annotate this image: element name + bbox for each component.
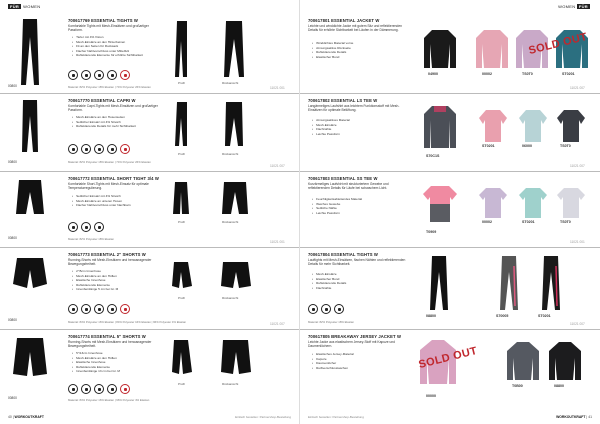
product-image-short-tight xyxy=(13,180,47,220)
product-description: Lauftights mit Mesh-Einsätzen, flachen Nähten und reflektierenden Details für mehr Sichtbarkeit. xyxy=(308,258,406,267)
product-title: 700617803 ESSENTIAL SS TEE W xyxy=(308,176,378,181)
feature-item: • Innenbeinlänge 13 cm bei Gr. M xyxy=(72,369,164,374)
feature-item: • Reflektierende Elemente xyxy=(72,365,164,370)
stretch-icon xyxy=(81,222,91,232)
footer-note: Einfach bestellen: Partnershop-Bestellung xyxy=(308,415,364,419)
feature-list xyxy=(72,194,164,208)
product-image-5in-shorts xyxy=(12,338,48,382)
feature-icons xyxy=(68,144,130,154)
feature-item: • 2"/5cm Innenhose xyxy=(72,269,164,274)
feature-item: • 5"/13cm Innenhose xyxy=(72,351,164,356)
product-image-capri xyxy=(15,100,45,160)
product-capri xyxy=(0,94,300,172)
product-breakaway-jacket xyxy=(300,330,600,410)
header-tag: FÜR xyxy=(578,4,588,9)
feature-list xyxy=(312,197,404,215)
feature-item: • Leichte Passform xyxy=(312,211,404,216)
mesh-icon xyxy=(94,70,104,80)
sold-out-stamp: SOLD OUT xyxy=(417,344,479,372)
variant-code: 08800 xyxy=(554,384,564,388)
feature-item: • Mesh-Einsätze an den Hosenseiten xyxy=(72,115,164,120)
variant-code: T0909 xyxy=(426,230,437,234)
size-icon xyxy=(120,144,130,154)
footer-brand: WORKOUTKRAFT xyxy=(556,415,586,419)
feature-list xyxy=(72,35,164,58)
profile-view-image xyxy=(170,262,194,294)
variant-code: TS0T0 xyxy=(560,220,571,224)
feature-item: • Kapuze xyxy=(312,357,404,362)
view-label-profile: Profil xyxy=(178,296,185,300)
feature-icons xyxy=(68,384,130,394)
variant-code: T0B00 xyxy=(512,384,523,388)
stretch-icon xyxy=(81,384,91,394)
product-tights xyxy=(0,14,300,94)
product-image-lstee-mint xyxy=(518,110,548,142)
product-title: 700617770 ESSENTIAL CAPRI W xyxy=(68,98,136,103)
feature-item: • Mesh-Einsätze an den Hüften xyxy=(72,274,164,279)
left-footer: 40 | WORKOUTKRAFT xyxy=(8,415,44,419)
feature-item: • Reißverschlusstaschen xyxy=(312,366,404,371)
feature-item: • Flacher Nahtverschluss unter Mittelfuß xyxy=(72,49,164,54)
variant-code: S70C1S xyxy=(426,154,440,158)
flatlock-icon xyxy=(107,304,117,314)
feature-list xyxy=(72,115,164,129)
variant-code: ST0201 xyxy=(562,72,575,76)
feature-icons xyxy=(68,70,130,80)
feature-item: • Seitlicher Einsatz mit 4% Stretch xyxy=(72,194,164,199)
page-number: 41 xyxy=(588,415,592,419)
feature-item: • Mesh-Einsätze an unteren Hosen xyxy=(72,199,164,204)
right-footer: WORKOUTKRAFT | 41 xyxy=(556,415,592,419)
footer-note: Einfach bestellen: Partnershop-Bestellung xyxy=(235,415,291,419)
product-image-sstee-lilac xyxy=(478,188,508,218)
view-label-back: Rückansicht xyxy=(222,81,239,85)
stretch-icon xyxy=(321,304,331,314)
footer-brand: WORKOUTKRAFT xyxy=(14,415,44,419)
product-image-breakaway-grey xyxy=(506,342,540,382)
product-image-tights xyxy=(15,19,45,89)
product-ref: 11021 001 xyxy=(570,240,585,244)
variant-code: 06000 xyxy=(522,144,532,148)
feature-icons xyxy=(308,304,344,314)
feature-list xyxy=(312,352,404,370)
variant-code: 00002 xyxy=(482,220,492,224)
product-image-sstee-mint xyxy=(518,188,548,218)
view-label-profile: Profil xyxy=(178,220,185,224)
product-image-lstee-pink xyxy=(478,110,508,142)
page-number: 40 xyxy=(8,415,12,419)
profile-view-image xyxy=(170,182,192,218)
feature-item: • Elastischer Bund xyxy=(312,277,404,282)
product-code: 00800 xyxy=(8,396,17,400)
reflective-icon xyxy=(68,144,78,154)
feature-item: • Winddichtes Material vorne xyxy=(312,41,404,46)
product-ref: 11021 007 xyxy=(570,86,585,90)
variant-code: ST0201 xyxy=(538,314,551,318)
mesh-icon xyxy=(94,304,104,314)
feature-item: • Mesh-Einsätze xyxy=(312,123,404,128)
flatlock-icon xyxy=(107,384,117,394)
header-label: WOMEN xyxy=(558,4,576,9)
mesh-icon xyxy=(94,384,104,394)
variant-code: ST0201 xyxy=(482,144,495,148)
product-code: 00800 xyxy=(8,236,17,240)
product-description: Langärmeliges Laufshirt aus leichtem Funktionsstoff mit Mesh-Einsätzen für optimale Belüftung. xyxy=(308,104,400,113)
feature-item: • Atmungsaktives Material xyxy=(312,118,404,123)
feature-list xyxy=(72,351,164,374)
product-description: Komfortable Capri-Tights mit Mesh-Einsätzen und großartiger Passform. xyxy=(68,104,158,113)
feature-item: • Reflektierende Elemente für erhöhte Sichtbarkeit xyxy=(72,53,164,58)
product-description: Running-Shorts mit Mesh-Einsätzen und herausragender Bewegungsfreiheit. xyxy=(68,340,152,349)
reflective-icon xyxy=(308,304,318,314)
view-label-profile: Profil xyxy=(178,152,185,156)
feature-list xyxy=(312,118,404,136)
product-image-jacket-pink xyxy=(475,30,509,70)
product-5in-shorts xyxy=(0,330,300,410)
feature-item: • Mesh-Einsätze an den Hinterbeinen xyxy=(72,40,164,45)
reflective-icon xyxy=(68,70,78,80)
view-label-back: Rückansicht xyxy=(222,382,239,386)
feature-item: • Elastische Innenhose xyxy=(72,278,164,283)
product-title: 700617802 ESSENTIAL LS TEE W xyxy=(308,98,378,103)
product-image-lstee-grey xyxy=(422,106,458,150)
feature-item: • Feuchtigkeitsableitendes Material xyxy=(312,197,404,202)
product-image-tights-black xyxy=(424,256,454,312)
product-description: Komfortable Short-Tights mit Mesh-Einsatz für optimale Temperaturregulierung. xyxy=(68,182,149,191)
header-tag: FÜR xyxy=(10,4,20,9)
view-label-profile: Profil xyxy=(178,81,185,85)
feature-item: • Seitliche Nähte xyxy=(312,206,404,211)
product-title: 700617805 BREAKAWAY JERSEY JACKET W xyxy=(308,334,402,339)
product-code: 00800 xyxy=(8,84,17,88)
back-view-image xyxy=(220,21,248,81)
feature-icons xyxy=(68,304,130,314)
back-view-image xyxy=(220,182,250,218)
variant-code: 00002 xyxy=(482,72,492,76)
feature-item: • Elastische Innenhose xyxy=(72,360,164,365)
product-image-2in-shorts xyxy=(12,258,48,294)
feature-item: • Leichte Passform xyxy=(312,132,404,137)
back-view-image xyxy=(220,340,252,380)
profile-view-image xyxy=(170,21,192,81)
back-view-image xyxy=(220,102,248,150)
feature-list xyxy=(312,272,404,290)
view-label-back: Rückansicht xyxy=(222,220,239,224)
feature-item: • Mesh-Einsätze xyxy=(312,272,404,277)
feature-item: • Innenbeinlänge 5 cm bei Gr. M xyxy=(72,287,164,292)
product-image-sstee-light xyxy=(556,188,586,218)
feature-item: • Atmungsaktive Rückseite xyxy=(312,46,404,51)
product-image-lstee-dark xyxy=(556,110,586,142)
variant-code: ST0201 xyxy=(522,220,535,224)
product-ref: 11021 001 xyxy=(270,240,285,244)
material-info: Material: 84% Polyester 16% Elastan | 96% Polyester 4% Elastan xyxy=(68,398,150,402)
feature-item: • Reflektierende Details xyxy=(312,50,404,55)
product-ls-tee xyxy=(300,94,600,172)
view-label-profile: Profil xyxy=(178,382,185,386)
feature-item: • Mesh-Einsätze an den Hüften xyxy=(72,356,164,361)
product-tights-right xyxy=(300,248,600,330)
product-title: 700617801 ESSENTIAL JACKET W xyxy=(308,18,380,23)
product-ref: 11021 007 xyxy=(570,322,585,326)
right-header xyxy=(558,4,592,9)
product-title: 700617804 ESSENTIAL TIGHTS W xyxy=(308,252,378,257)
stretch-icon xyxy=(81,304,91,314)
product-description: Leichte und winddichte Jacke mit gutem Sitz und reflektierenden Details für erhöhte Sichtbarkeit bei Läufen in der Dämmerung. xyxy=(308,24,403,33)
material-info: Material: 82% Polyester 18% Elastan | 74% Polyester 26% Elastan xyxy=(68,160,151,164)
product-description: Kurzärmeliges Laufshirt mit strukturiertem Gewebe und reflektierenden Details für Läufe bei schwachem Licht. xyxy=(308,182,389,191)
feature-item: • Tiefer mit 4% Vision xyxy=(72,35,164,40)
product-title: 700617772 ESSENTIAL SHORT TIGHT 3/4 W xyxy=(68,176,159,181)
reflective-icon xyxy=(68,222,78,232)
feature-item: • Flachnähte xyxy=(312,127,404,132)
feature-item: • Reflektierende Elemente xyxy=(72,283,164,288)
product-jacket xyxy=(300,14,600,94)
product-description: Komfortable Tights mit Mesh-Einsätzen und großartiger Passform. xyxy=(68,24,149,33)
feature-item: • Fit an den Seiten für Rucksack xyxy=(72,44,164,49)
view-label-back: Rückansicht xyxy=(222,296,239,300)
reflective-icon xyxy=(68,304,78,314)
feature-icons xyxy=(68,222,104,232)
product-code: 00800 xyxy=(8,318,17,322)
material-info: Material: 82% Polyester 18% Elastan xyxy=(68,237,115,241)
mesh-icon xyxy=(334,304,344,314)
feature-item: • Seitlicher Einsatz mit 4% Stretch xyxy=(72,120,164,125)
feature-item: • Elastischer Bund xyxy=(312,55,404,60)
flatlock-icon xyxy=(107,70,117,80)
feature-list xyxy=(312,41,404,59)
product-description: Leichte Jacke aus elastischem Jersey-Stoff mit Kapuze und Daumenlöchern. xyxy=(308,340,395,349)
product-ref: 11021 007 xyxy=(570,164,585,168)
header-label: WOMEN xyxy=(23,4,41,9)
feature-list xyxy=(72,269,164,292)
product-ref: 11021 001 xyxy=(270,86,285,90)
view-label-back: Rückansicht xyxy=(222,152,239,156)
stretch-icon xyxy=(81,144,91,154)
product-ref: 11021 007 xyxy=(270,164,285,168)
size-icon xyxy=(120,384,130,394)
back-view-image xyxy=(220,262,252,294)
product-image-breakaway-black xyxy=(548,342,582,382)
material-info: Material: 84% Polyester 16% Elastan | 84% Polyester 16% Elastan | 96% Polyester 4% Elastan xyxy=(68,320,187,324)
product-ss-tee xyxy=(300,172,600,248)
product-short-tight xyxy=(0,172,300,248)
left-header xyxy=(8,4,40,9)
feature-item: • Flachnähte xyxy=(312,286,404,291)
variant-code: TS0T0 xyxy=(560,144,571,148)
material-info: Material: 82% Polyester 18% Elastan | 74% Polyester 26% Elastan xyxy=(68,85,151,89)
variant-code: S70005 xyxy=(496,314,509,318)
feature-item: • Reflektierende Details xyxy=(312,281,404,286)
product-image-jacket-black xyxy=(422,30,458,70)
product-image-tights-grey-pink xyxy=(496,256,522,312)
sold-out-stamp: SOLD OUT xyxy=(527,30,589,58)
variant-code: 08800 xyxy=(426,314,436,318)
mesh-icon xyxy=(94,144,104,154)
product-title: 700617774 ESSENTIAL 5" SHORTS W xyxy=(68,334,146,339)
feature-item: • Reflektierende Details für mehr Sichtbarkeit xyxy=(72,124,164,129)
product-ref: 11021 007 xyxy=(270,322,285,326)
product-2in-shorts xyxy=(0,248,300,330)
profile-view-image xyxy=(170,102,192,150)
flatlock-icon xyxy=(107,144,117,154)
product-description: Running-Shorts mit Mesh-Einsätzen und herausragender Bewegungsfreiheit. xyxy=(68,258,152,267)
size-icon xyxy=(120,70,130,80)
product-image-sstee-pink-grey xyxy=(422,186,458,222)
size-icon xyxy=(120,304,130,314)
product-code: 00800 xyxy=(8,160,17,164)
feature-item: • Elastisches Jersey-Material xyxy=(312,352,404,357)
mesh-icon xyxy=(94,222,104,232)
product-title: 700617769 ESSENTIAL TIGHTS W xyxy=(68,18,138,23)
product-title: 700617773 ESSENTIAL 2" SHORTS W xyxy=(68,252,146,257)
right-page xyxy=(300,0,600,424)
feature-item: • Daumenlöcher xyxy=(312,361,404,366)
feature-item: • Flacher Nahtverschluss unter Nachbarn xyxy=(72,203,164,208)
variant-code: 00000 xyxy=(426,394,436,398)
profile-view-image xyxy=(170,340,194,380)
material-info: Material: 82% Polyester 18% Elastan xyxy=(308,320,355,324)
reflective-icon xyxy=(68,384,78,394)
variant-code: 04900 xyxy=(428,72,438,76)
variant-code: TS0T0 xyxy=(522,72,533,76)
stretch-icon xyxy=(81,70,91,80)
product-image-tights-black-pink xyxy=(538,256,564,312)
feature-item: • Weiches Gewebe xyxy=(312,202,404,207)
